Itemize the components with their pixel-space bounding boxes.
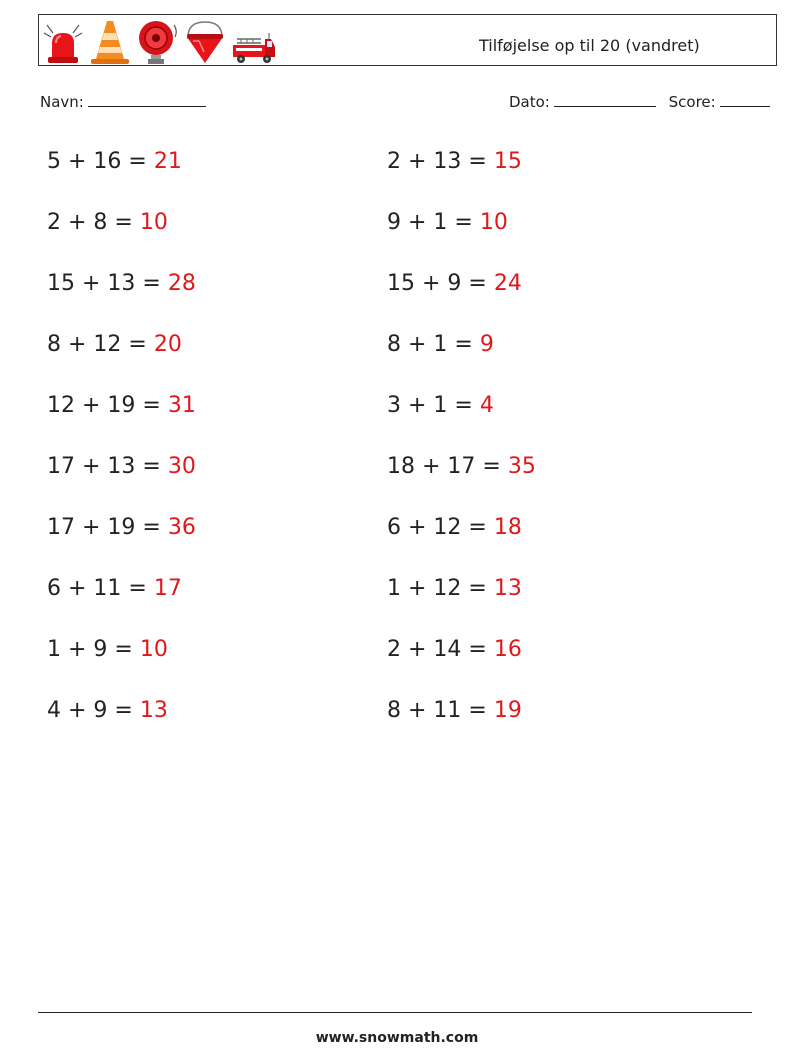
problem-right-5 <box>387 393 494 418</box>
problem-left-4 <box>47 332 182 357</box>
problem-answer: 16 <box>493 637 522 662</box>
problem-question: 2 + 13 = <box>387 149 494 174</box>
problem-left-9 <box>47 637 168 662</box>
problem-left-8 <box>47 576 182 601</box>
problem-question: 6 + 11 = <box>47 576 154 601</box>
problem-question: 8 + 12 = <box>47 332 154 357</box>
score-label: Score: <box>668 93 716 111</box>
problem-question: 17 + 19 = <box>47 515 168 540</box>
problem-answer: 21 <box>153 149 182 174</box>
problem-answer: 30 <box>167 454 196 479</box>
problem-question: 2 + 14 = <box>387 637 494 662</box>
problem-question: 8 + 1 = <box>387 332 480 357</box>
problem-answer: 20 <box>153 332 182 357</box>
problem-right-4 <box>387 332 494 357</box>
name-label: Navn: <box>40 93 84 111</box>
problem-left-1 <box>47 149 182 174</box>
problem-question: 15 + 9 = <box>387 271 494 296</box>
problem-answer: 9 <box>479 332 494 357</box>
problem-right-7 <box>387 515 522 540</box>
problem-answer: 10 <box>479 210 508 235</box>
problem-left-5 <box>47 393 196 418</box>
footer-divider <box>38 1012 752 1013</box>
problem-right-8 <box>387 576 522 601</box>
problem-answer: 31 <box>167 393 196 418</box>
problem-question: 18 + 17 = <box>387 454 508 479</box>
problem-answer: 10 <box>139 637 168 662</box>
problem-left-6 <box>47 454 196 479</box>
problem-question: 9 + 1 = <box>387 210 480 235</box>
problem-question: 3 + 1 = <box>387 393 480 418</box>
problem-answer: 17 <box>153 576 182 601</box>
problem-question: 1 + 9 = <box>47 637 140 662</box>
problem-question: 4 + 9 = <box>47 698 140 723</box>
problem-left-2 <box>47 210 168 235</box>
problem-right-10 <box>387 698 522 723</box>
date-label: Dato: <box>509 93 550 111</box>
problem-answer: 18 <box>493 515 522 540</box>
problem-answer: 15 <box>493 149 522 174</box>
problem-question: 6 + 12 = <box>387 515 494 540</box>
problem-question: 12 + 19 = <box>47 393 168 418</box>
problem-question: 5 + 16 = <box>47 149 154 174</box>
problem-right-2 <box>387 210 508 235</box>
problem-question: 1 + 12 = <box>387 576 494 601</box>
problem-right-1 <box>387 149 522 174</box>
problem-answer: 35 <box>507 454 536 479</box>
problem-question: 15 + 13 = <box>47 271 168 296</box>
problem-question: 8 + 11 = <box>387 698 494 723</box>
problem-answer: 13 <box>139 698 168 723</box>
problem-question: 17 + 13 = <box>47 454 168 479</box>
problem-answer: 24 <box>493 271 522 296</box>
problem-right-3 <box>387 271 522 296</box>
problem-question: 2 + 8 = <box>47 210 140 235</box>
problem-left-10 <box>47 698 168 723</box>
problem-left-7 <box>47 515 196 540</box>
problem-answer: 19 <box>493 698 522 723</box>
problem-answer: 10 <box>139 210 168 235</box>
problem-right-9 <box>387 637 522 662</box>
problem-answer: 28 <box>167 271 196 296</box>
problem-right-6 <box>387 454 536 479</box>
footer-url: www.snowmath.com <box>315 1030 479 1046</box>
worksheet-title: Tilføjelse op til 20 (vandret) <box>479 36 700 55</box>
problem-answer: 4 <box>479 393 494 418</box>
problem-answer: 13 <box>493 576 522 601</box>
problem-left-3 <box>47 271 196 296</box>
problem-answer: 36 <box>167 515 196 540</box>
